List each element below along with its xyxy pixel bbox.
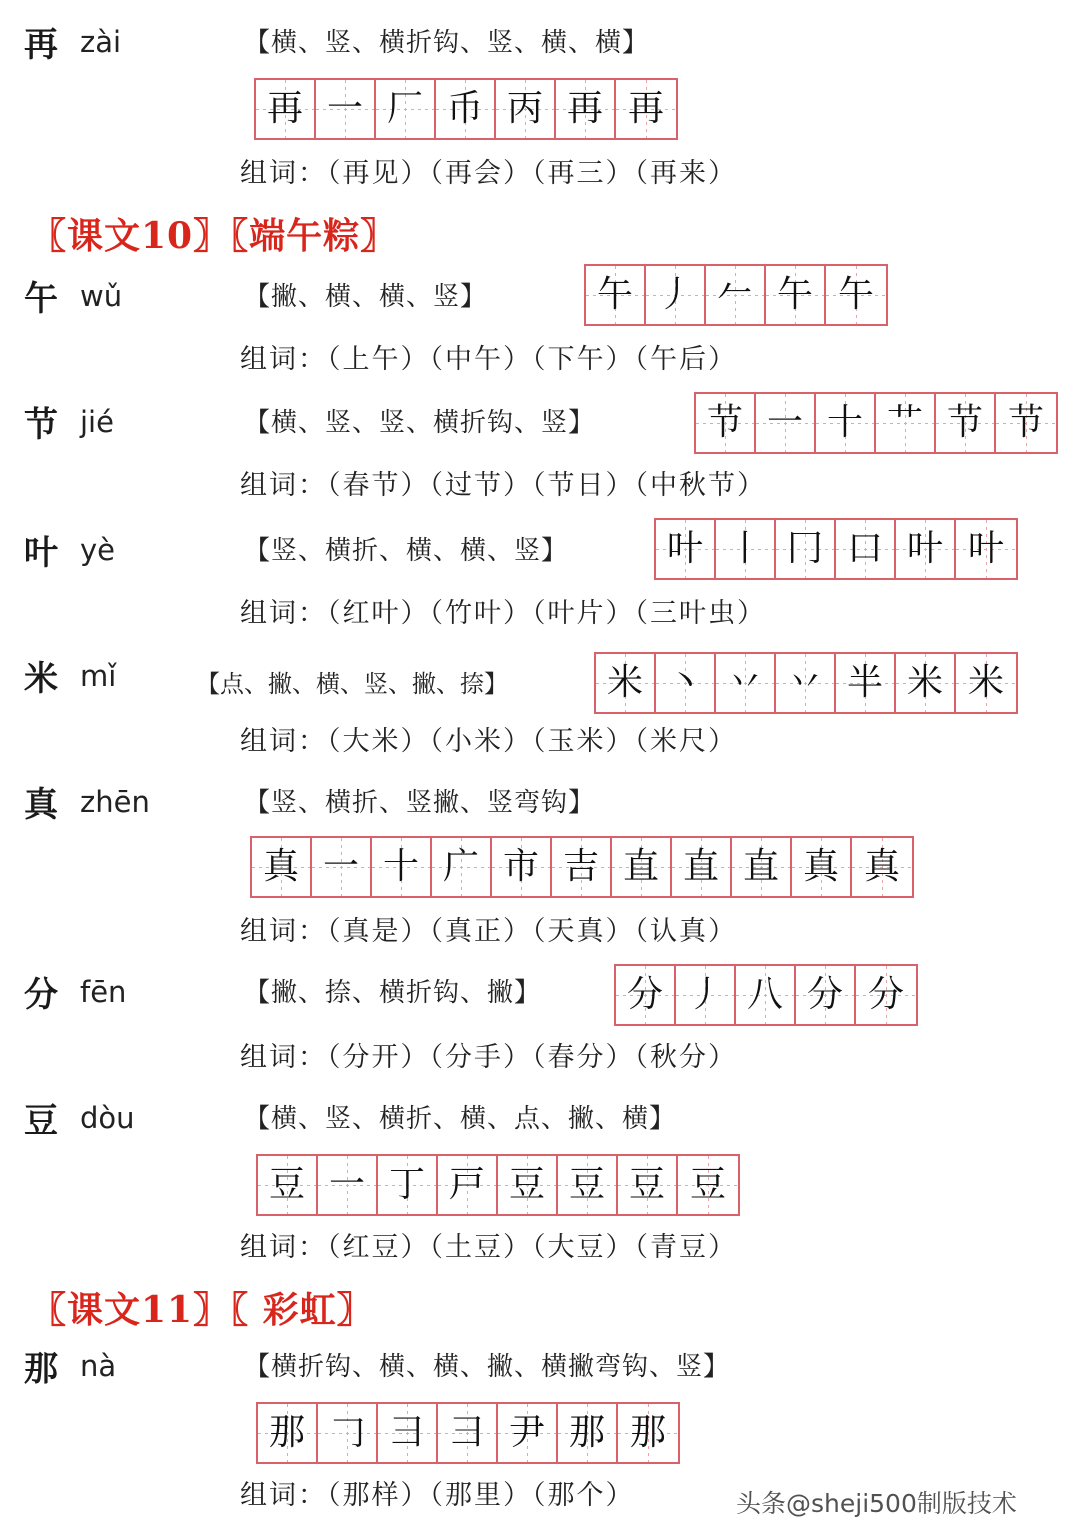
- stroke-order: 【撇、捺、横折钩、撇】: [244, 978, 542, 1008]
- entry-pinyin: zài: [80, 25, 122, 59]
- stroke-order: 【横、竖、竖、横折钩、竖】: [244, 408, 596, 438]
- stroke-cell: 丶: [656, 654, 716, 712]
- watermark-text: 头条@sheji500制版技术: [736, 1489, 1017, 1518]
- stroke-cell: 再: [616, 80, 676, 138]
- stroke-grid: [584, 264, 888, 326]
- word-list: 组词：（分开）（分手）（春分）（秋分）: [240, 1042, 737, 1073]
- stroke-cell: 厂: [376, 80, 436, 138]
- word-list: 组词：（春节）（过节）（节日）（中秋节）: [240, 470, 766, 501]
- stroke-cell: 再: [556, 80, 616, 138]
- stroke-cell: 币: [436, 80, 496, 138]
- entry-pinyin: wǔ: [80, 279, 123, 313]
- stroke-cell: 再: [256, 80, 316, 138]
- stroke-cell: 广: [432, 838, 492, 896]
- stroke-cell: 丷: [716, 654, 776, 712]
- entry-char: 分: [24, 975, 58, 1015]
- stroke-grid: [694, 392, 1058, 454]
- stroke-cell: 午: [586, 266, 646, 324]
- word-list: 组词：（大米）（小米）（玉米）（米尺）: [240, 726, 737, 757]
- stroke-cell: 叶: [956, 520, 1016, 578]
- stroke-grid: [654, 518, 1018, 580]
- stroke-cell: 吉: [552, 838, 612, 896]
- stroke-cell: 节: [696, 394, 756, 452]
- stroke-grid: [614, 964, 918, 1026]
- stroke-cell: 丿: [676, 966, 736, 1024]
- stroke-cell: 彐: [378, 1404, 438, 1462]
- entry-char: 叶: [24, 533, 58, 573]
- stroke-cell: 丁: [378, 1156, 438, 1214]
- stroke-cell: 那: [618, 1404, 678, 1462]
- stroke-grid: [256, 1402, 680, 1464]
- entry-pinyin: fēn: [80, 975, 127, 1009]
- entry-char: 豆: [24, 1101, 58, 1141]
- entry-pinyin: dòu: [80, 1101, 135, 1135]
- stroke-cell: 分: [796, 966, 856, 1024]
- stroke-cell: 分: [616, 966, 676, 1024]
- entry-char: 米: [24, 659, 58, 699]
- entry-char: 节: [24, 405, 58, 445]
- stroke-cell: 米: [896, 654, 956, 712]
- stroke-cell: 口: [836, 520, 896, 578]
- stroke-cell: 豆: [258, 1156, 318, 1214]
- word-list: 组词：（上午）（中午）（下午）（午后）: [240, 344, 737, 375]
- word-list: 组词：（真是）（真正）（天真）（认真）: [240, 916, 737, 947]
- stroke-cell: 直: [672, 838, 732, 896]
- stroke-cell: 丿: [646, 266, 706, 324]
- lesson-header: 〖课文10〗〖端午粽〗: [30, 215, 398, 257]
- entry-pinyin: yè: [80, 533, 116, 567]
- entry-pinyin: mǐ: [80, 659, 117, 693]
- entry-char: 那: [24, 1349, 58, 1389]
- stroke-cell: 真: [852, 838, 912, 896]
- stroke-cell: 一: [318, 1156, 378, 1214]
- stroke-cell: 那: [558, 1404, 618, 1462]
- stroke-cell: 叶: [656, 520, 716, 578]
- stroke-cell: 分: [856, 966, 916, 1024]
- stroke-cell: 午: [766, 266, 826, 324]
- stroke-order: 【撇、横、横、竖】: [244, 282, 488, 312]
- stroke-cell: 真: [252, 838, 312, 896]
- stroke-cell: 半: [836, 654, 896, 712]
- stroke-order: 【横折钩、横、横、撇、横撇弯钩、竖】: [244, 1352, 731, 1382]
- stroke-cell: 丙: [496, 80, 556, 138]
- word-list: 组词：（红叶）（竹叶）（叶片）（三叶虫）: [240, 598, 766, 629]
- stroke-cell: 尹: [498, 1404, 558, 1462]
- stroke-cell: 节: [996, 394, 1056, 452]
- stroke-cell: 𠂉: [706, 266, 766, 324]
- stroke-cell: 八: [736, 966, 796, 1024]
- stroke-cell: 米: [596, 654, 656, 712]
- entry-char: 午: [24, 279, 58, 319]
- stroke-cell: 一: [756, 394, 816, 452]
- stroke-grid: [254, 78, 678, 140]
- stroke-cell: 直: [612, 838, 672, 896]
- stroke-order: 【竖、横折、横、横、竖】: [244, 536, 569, 566]
- stroke-cell: 丨: [716, 520, 776, 578]
- stroke-cell: 一: [316, 80, 376, 138]
- stroke-order: 【横、竖、横折、横、点、撇、横】: [244, 1104, 677, 1134]
- stroke-cell: 那: [258, 1404, 318, 1462]
- word-list: 组词：（再见）（再会）（再三）（再来）: [240, 158, 737, 189]
- stroke-cell: 彐: [438, 1404, 498, 1462]
- stroke-cell: 艹: [876, 394, 936, 452]
- stroke-order: 【横、竖、横折钩、竖、横、横】: [244, 28, 650, 58]
- stroke-cell: 丷: [776, 654, 836, 712]
- stroke-order: 【点、撇、横、竖、撇、捺】: [196, 670, 508, 698]
- stroke-grid: [256, 1154, 740, 1216]
- stroke-cell: 十: [816, 394, 876, 452]
- word-list: 组词：（那样）（那里）（那个）: [240, 1480, 635, 1511]
- stroke-cell: 节: [936, 394, 996, 452]
- entry-char: 再: [24, 25, 58, 65]
- stroke-cell: 冂: [776, 520, 836, 578]
- stroke-cell: 豆: [558, 1156, 618, 1214]
- stroke-grid: [594, 652, 1018, 714]
- stroke-cell: 直: [732, 838, 792, 896]
- stroke-cell: 𠃌: [318, 1404, 378, 1462]
- stroke-cell: 米: [956, 654, 1016, 712]
- stroke-cell: 戸: [438, 1156, 498, 1214]
- stroke-cell: 真: [792, 838, 852, 896]
- lesson-header: 〖课文11〗〖 彩虹〗: [30, 1289, 374, 1331]
- stroke-grid: [250, 836, 914, 898]
- entry-pinyin: jié: [80, 405, 114, 439]
- word-list: 组词：（红豆）（土豆）（大豆）（青豆）: [240, 1232, 737, 1263]
- stroke-cell: 市: [492, 838, 552, 896]
- stroke-order: 【竖、横折、竖撇、竖弯钩】: [244, 788, 596, 818]
- stroke-cell: 豆: [678, 1156, 738, 1214]
- stroke-cell: 叶: [896, 520, 956, 578]
- entry-pinyin: zhēn: [80, 785, 150, 819]
- stroke-cell: 豆: [618, 1156, 678, 1214]
- entry-char: 真: [24, 785, 58, 825]
- stroke-cell: 午: [826, 266, 886, 324]
- stroke-cell: 十: [372, 838, 432, 896]
- stroke-cell: 豆: [498, 1156, 558, 1214]
- entry-pinyin: nà: [80, 1349, 117, 1383]
- stroke-cell: 一: [312, 838, 372, 896]
